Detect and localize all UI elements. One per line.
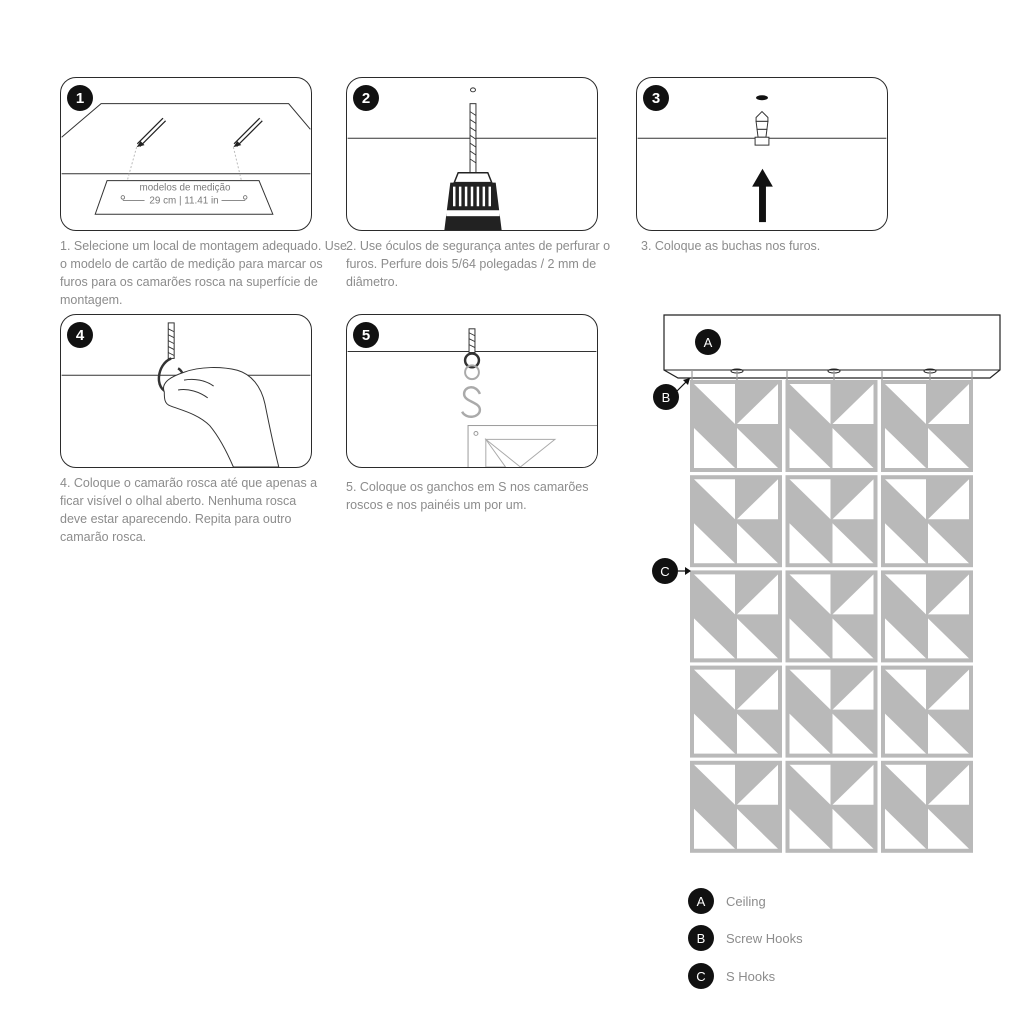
hanging-panel [786, 666, 878, 758]
step-1-badge: 1 [67, 85, 93, 111]
legend-label: Ceiling [726, 893, 766, 909]
legend-badge: A [688, 888, 714, 914]
hanging-panel [786, 761, 878, 853]
legend-item-screw-hooks [688, 925, 803, 951]
step-4-text: 4. Coloque o camarão rosca até que apenas a ficar visível o olhal aberto. Nenhuma rosca deve estar aparecendo. Repita para outro camarão rosca. [60, 476, 318, 544]
step-2-badge: 2 [353, 85, 379, 111]
screw-hook-icon [465, 329, 479, 367]
callout-a: A [695, 329, 721, 355]
step-1-text: 1. Selecione um local de montagem adequado. Use o modelo de cartão de medição para marcar os furos para os camarões rosca na superfície de montagem. [60, 239, 347, 307]
legend-badge: C [688, 963, 714, 989]
hanging-panel [690, 380, 782, 472]
legend-label: S Hooks [726, 968, 776, 984]
hanging-panel [690, 666, 782, 758]
decorative-panel-corner [468, 426, 597, 467]
assembly-diagram [640, 300, 1020, 870]
hanging-panel [690, 761, 782, 853]
legend-label: Screw Hooks [726, 930, 803, 946]
step-5-illustration [346, 314, 598, 468]
measurement-card-title: modelos de medição [139, 182, 231, 194]
step-5-badge: 5 [353, 322, 379, 348]
hanging-panel [786, 570, 878, 662]
step-3-text: 3. Coloque as buchas nos furos. [641, 239, 821, 253]
step-3-badge: 3 [643, 85, 669, 111]
step-5-text: 5. Coloque os ganchos em S nos camarões roscos e nos painéis um por um. [346, 480, 589, 512]
hanging-panel [690, 570, 782, 662]
legend-item-s-hooks [688, 963, 775, 989]
hanging-panel [881, 380, 973, 472]
legend-item-ceiling [688, 888, 766, 914]
pencil-icon [137, 119, 165, 147]
arrow-up-icon [752, 169, 773, 222]
callout-c: C [652, 558, 678, 584]
step-4-badge: 4 [67, 322, 93, 348]
step-3-illustration [636, 77, 888, 231]
step-2-illustration [346, 77, 598, 231]
legend-badge: B [688, 925, 714, 951]
hanging-panel [881, 666, 973, 758]
hanging-panel [881, 761, 973, 853]
hand-icon [164, 368, 279, 467]
step-2-text: 2. Use óculos de segurança antes de perfurar o furos. Perfure dois 5/64 polegadas / 2 mm de diâmetro. [346, 239, 611, 289]
hanging-panel [786, 475, 878, 567]
step-1-illustration [60, 77, 312, 231]
hanging-panel [786, 380, 878, 472]
drill-icon [444, 104, 501, 230]
panel-grid [690, 380, 973, 853]
pencil-icon [233, 119, 261, 147]
hanging-panel [881, 570, 973, 662]
s-hook-icon [462, 365, 480, 416]
wall-anchor-icon [755, 112, 769, 146]
hanging-panel [690, 475, 782, 567]
measurement-card-dimension: 29 cm | 11.41 in [149, 195, 219, 207]
hanging-panel [881, 475, 973, 567]
callout-b: B [653, 384, 679, 410]
step-4-illustration [60, 314, 312, 468]
